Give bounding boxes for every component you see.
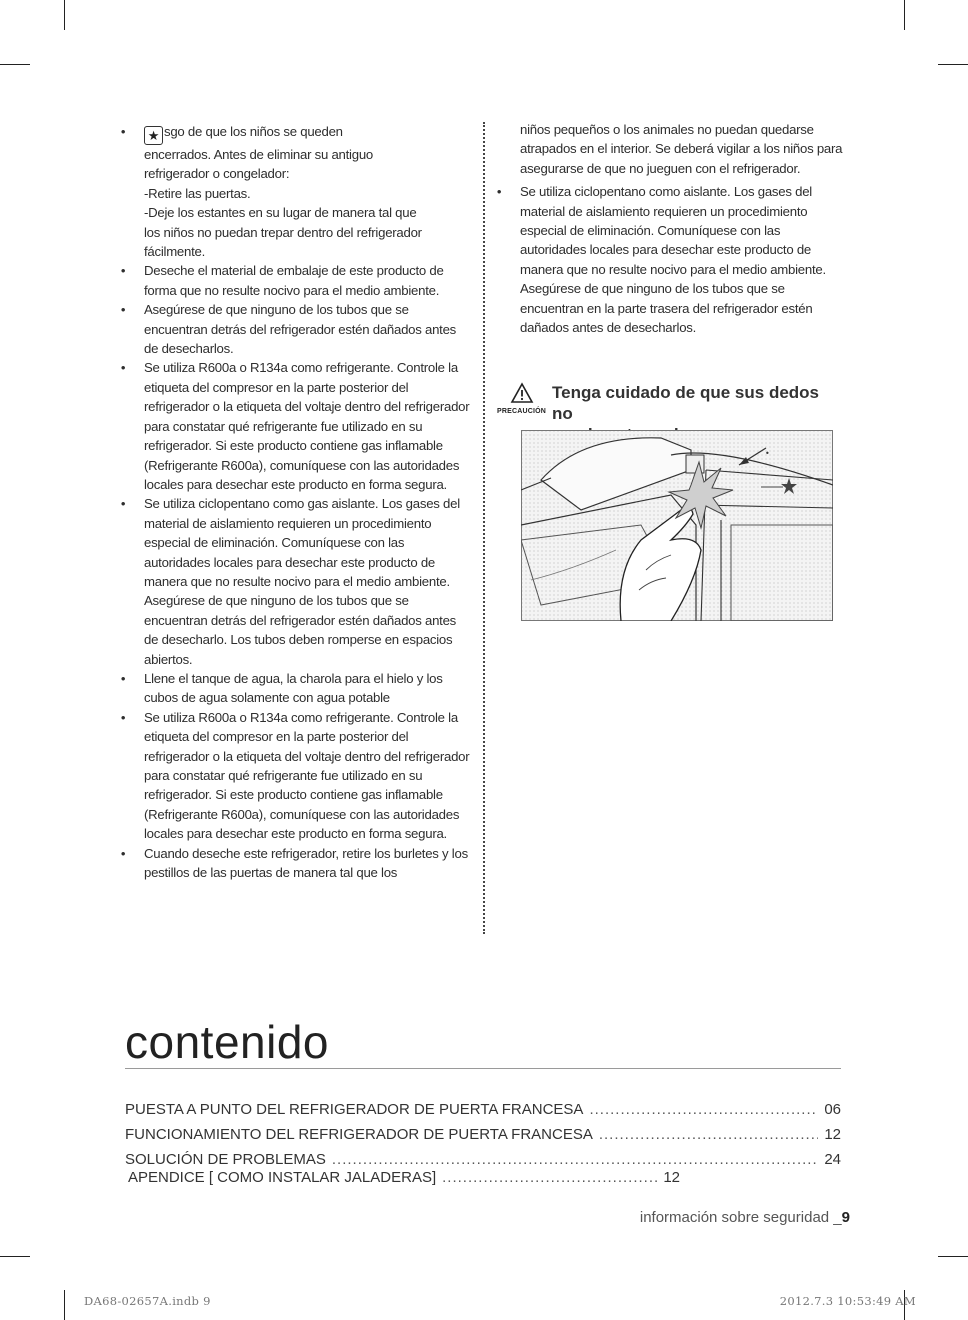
item-text: Llene el tanque de agua, la charola para el hielo y los cubos de agua solamente con agua potable	[144, 670, 443, 706]
crop-mark-top-right-horizontal	[938, 64, 968, 65]
item-text: Asegúrese de que ninguno de los tubos que se encuentran detrás del refrigerador estén dañados antes de desecharlos.	[144, 302, 457, 357]
item-text: Se utiliza ciclopentano como gas aislante. Los gases del material de aislamiento requieren un procedimiento especial de eliminación. Comuníquese con las autoridades locales para desechar este producto de manera que no resulte nocivo para el medio ambiente. Asegúrese de que ninguno de los tubos que se encuentran detrás del refrigerador estén dañados antes de desecharlo. Los tubos deben romperse en espacios abiertos.	[144, 496, 460, 667]
toc-page: 06	[824, 1101, 841, 1118]
bullet: •	[120, 845, 126, 861]
list-item	[118, 261, 470, 300]
bullet: •	[120, 709, 126, 725]
page-footer	[640, 1209, 850, 1226]
crop-mark-top-left-horizontal	[0, 64, 30, 65]
bullet: •	[120, 124, 126, 139]
contents-rule	[125, 1068, 841, 1069]
crop-mark-bottom-left-horizontal	[0, 1256, 30, 1257]
toc-leader	[442, 1169, 657, 1186]
column-divider	[483, 122, 485, 934]
toc-page: 12	[824, 1126, 841, 1143]
list-item	[118, 669, 470, 708]
toc-entry	[125, 1126, 841, 1143]
caution-line: Tenga cuidado de que sus dedos no	[552, 383, 820, 423]
print-timestamp: 2012.7.3 10:53:49 AM	[779, 1294, 916, 1308]
star-icon: ★	[144, 126, 163, 145]
print-file-info: DA68-02657A.indb 9	[84, 1294, 211, 1308]
toc-label: PUESTA A PUNTO DEL REFRIGERADOR DE PUERTA FRANCESA	[125, 1101, 584, 1118]
toc-page: 24	[824, 1151, 841, 1168]
toc-label: APENDICE [ COMO INSTALAR JALADERAS]	[128, 1169, 437, 1186]
warning-triangle-icon	[510, 382, 534, 404]
crop-mark-bottom-right-horizontal	[938, 1256, 968, 1257]
item-text: Cuando deseche este refrigerador, retire los burletes y los pestillos de las puertas de manera tal que los	[144, 845, 468, 881]
item-text: Se utiliza R600a o R134a como refrigerante. Controle la etiqueta del compresor en la parte posterior del refrigerador o la etiqueta del voltaje dentro del refrigerador para constatar qué refrigerante fue utilizado en su refrigerador. Si este producto contiene gas inflamable (Refrigerante R600a), comuníquese con las autoridades locales para desechar este producto en forma segura.	[144, 709, 470, 842]
crop-mark-top-right-vertical	[904, 0, 905, 30]
item-text: refrigerador o congelador:	[144, 166, 290, 182]
svg-text:•: •	[765, 449, 770, 458]
crop-mark-top-left-vertical	[64, 0, 65, 30]
toc-leader	[332, 1151, 818, 1168]
footer-section: información sobre seguridad _	[639, 1209, 842, 1226]
toc-leader	[589, 1101, 818, 1118]
item-text: Deseche el material de embalaje de este producto de forma que no resulte nocivo para el medio ambiente.	[144, 263, 444, 298]
toc-page: 12	[663, 1169, 680, 1186]
right-column	[494, 120, 844, 337]
list-item	[118, 122, 470, 261]
list-item	[494, 182, 844, 337]
bullet: •	[120, 360, 126, 376]
list-item	[118, 358, 470, 494]
page-number: 9	[841, 1209, 850, 1226]
bullet: •	[496, 184, 502, 200]
toc-entry	[128, 1169, 680, 1186]
crop-mark-bottom-left-vertical	[64, 1290, 65, 1320]
list-item	[118, 708, 470, 844]
contents-title: contenido	[125, 1016, 329, 1068]
item-text: sgo de que los niños se queden	[164, 124, 343, 139]
item-text: Se utiliza ciclopentano como aislante. Los gases del material de aislamiento requieren un procedimiento especial de eliminación. Comuníquese con las autoridades locales para desechar este producto de manera que no resulte nocivo para el medio ambiente. Asegúrese de que ninguno de los tubos que se encuentran en la parte trasera del refrigerador estén dañados antes de desecharlos.	[520, 184, 826, 336]
left-column	[118, 122, 470, 882]
toc-leader	[599, 1126, 818, 1143]
sub-item: -Deje los estantes en su lugar de manera tal que	[144, 205, 417, 221]
sub-item: -Retire las puertas.	[144, 185, 251, 201]
toc-label: FUNCIONAMIENTO DEL REFRIGERADOR DE PUERTA FRANCESA	[125, 1126, 593, 1143]
sub-item: fácilmente.	[144, 244, 206, 260]
finger-pinch-illustration	[521, 430, 833, 621]
list-item	[118, 844, 470, 883]
list-item	[118, 300, 470, 358]
item-text: encerrados. Antes de eliminar su antiguo	[144, 147, 373, 162]
sub-item: los niños no puedan trepar dentro del refrigerador	[144, 224, 422, 240]
bullet: •	[120, 263, 126, 279]
bullet: •	[120, 670, 126, 686]
caution-label: PRECAUCIÓN	[497, 408, 547, 415]
bullet: •	[120, 302, 126, 318]
toc-entry	[125, 1151, 841, 1168]
item-text: Se utiliza R600a o R134a como refrigerante. Controle la etiqueta del compresor en la parte posterior del refrigerador o la etiqueta del voltaje dentro del refrigerador para constatar qué refrigerante fue utilizado en su refrigerador. Si este producto contiene gas inflamable (Refrigerante R600a), comuníquese con las autoridades locales para desechar este producto en forma segura.	[144, 360, 470, 492]
list-item	[118, 494, 470, 669]
bullet: •	[120, 496, 126, 512]
continued-text: niños pequeños o los animales no puedan quedarse atrapados en el interior. Se deberá vigilar a los niños para asegurarse de que no jueguen con el refrigerador.	[520, 122, 843, 176]
toc-entry	[125, 1101, 841, 1118]
toc-label: SOLUCIÓN DE PROBLEMAS	[125, 1151, 326, 1168]
